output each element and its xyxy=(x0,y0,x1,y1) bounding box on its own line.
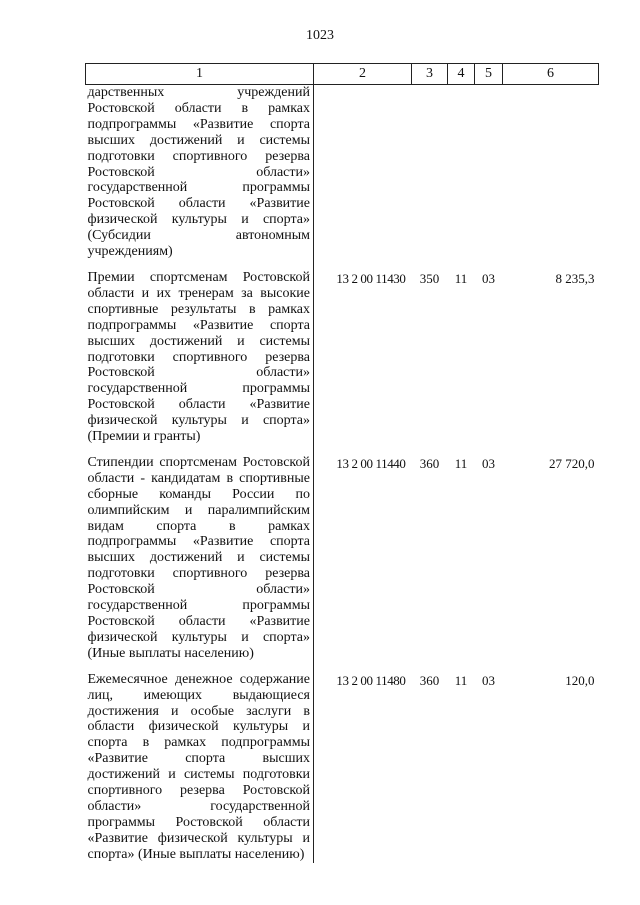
table-row xyxy=(86,445,599,662)
row-description: Стипендии спортсменам Ростовской области - кандидатам в спортивные сборные команды России по олимпийским и паралимпийским видам спорта в рамках подпрограммы «Развитие спорта высших достижений и системы подготовки спортивного резерва Ростовской области» государственной программы Ростовской области «Развитие физической культуры и спорта» (Иные выплаты населению) xyxy=(86,445,314,662)
page-number: 1023 xyxy=(306,28,334,43)
row-expense-type xyxy=(412,85,448,260)
column-header-6: 6 xyxy=(503,64,599,85)
row-description: Премии спортсменам Ростовской области и их тренерам за высокие спортивные результаты в рамках подпрограммы «Развитие спорта высших достижений и системы подготовки спортивного резерва Ростовской области» государственной программы Ростовской области «Развитие физической культуры и спорта» (Премии и гранты) xyxy=(86,260,314,445)
row-section xyxy=(448,85,475,260)
column-header-1: 1 xyxy=(86,64,314,85)
row-target-code: 13 2 00 11430 xyxy=(336,270,406,286)
row-section: 11 xyxy=(454,270,468,286)
table-row xyxy=(86,85,599,260)
column-header-5: 5 xyxy=(475,64,503,85)
budget-table xyxy=(85,63,599,863)
row-section: 11 xyxy=(454,455,468,471)
row-amount xyxy=(503,85,599,260)
row-section: 11 xyxy=(454,672,468,688)
column-header-4: 4 xyxy=(448,64,475,85)
column-header-3: 3 xyxy=(412,64,448,85)
table-row xyxy=(86,662,599,863)
table-row xyxy=(86,260,599,445)
table-header-row xyxy=(86,64,599,85)
row-description: Ежемесячное денежное содержание лиц, имеющих выдающиеся достижения и особые заслуги в области физической культуры и спорта в рамках подпрограммы «Развитие спорта высших достижений и системы подготовки спортивного резерва Ростовской области» государственной программы Ростовской области «Развитие физической культуры и спорта» (Иные выплаты населению) xyxy=(86,662,314,863)
row-subsection: 03 xyxy=(482,455,495,471)
row-amount: 8 235,3 xyxy=(555,270,595,286)
row-amount: 27 720,0 xyxy=(549,455,595,471)
row-expense-type: 360 xyxy=(419,672,440,688)
row-target-code: 13 2 00 11480 xyxy=(336,672,406,688)
row-expense-type: 360 xyxy=(419,455,440,471)
row-subsection: 03 xyxy=(482,270,495,286)
row-target-code: 13 2 00 11440 xyxy=(336,455,406,471)
column-header-2: 2 xyxy=(314,64,412,85)
row-expense-type: 350 xyxy=(419,270,440,286)
row-target-code xyxy=(314,85,412,260)
row-amount: 120,0 xyxy=(565,672,595,688)
row-subsection: 03 xyxy=(482,672,495,688)
row-subsection xyxy=(475,85,503,260)
row-description: дарственных учреждений Ростовской области в рамках подпрограммы «Развитие спорта высших достижений и системы подготовки спортивного резерва Ростовской области» государственной программы Ростовской области «Развитие физической культуры и спорта» (Субсидии автономным учреждениям) xyxy=(86,85,314,260)
